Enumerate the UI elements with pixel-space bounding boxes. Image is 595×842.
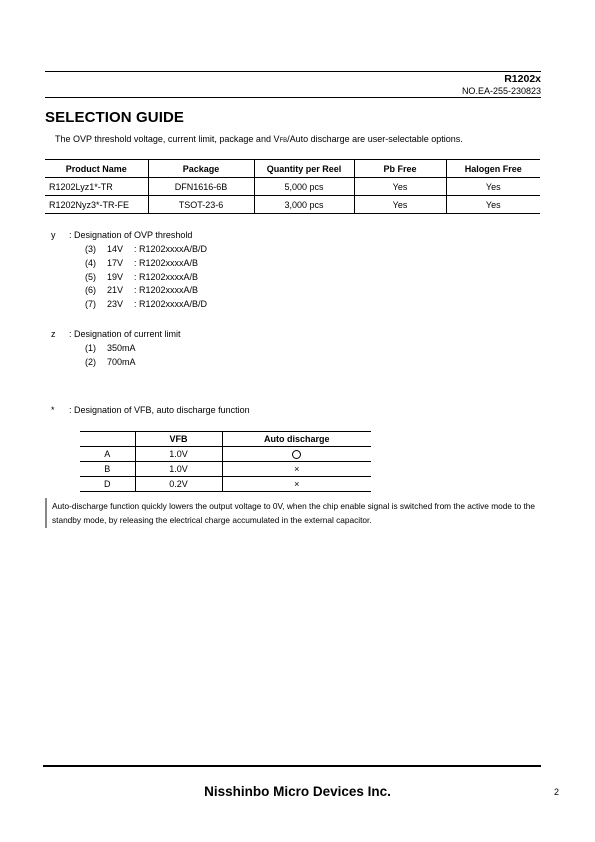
cell-pb-free: Yes [354, 196, 446, 214]
ovp-symbol: y [51, 230, 56, 240]
ovp-item-voltage: 14V [107, 244, 124, 254]
ovp-item-parts: : R1202xxxxA/B [134, 285, 199, 295]
cell-vfb: 1.0V [135, 447, 222, 462]
column-header-product-name: Product Name [65, 163, 127, 174]
cell-code: B [104, 464, 111, 474]
selection-table [45, 159, 540, 214]
intro-text [55, 134, 463, 144]
column-header-package: Package [148, 160, 254, 178]
cell-auto-discharge [222, 447, 371, 462]
note-accent-bar [45, 498, 47, 528]
ovp-item-parts: : R1202xxxxA/B/D [134, 299, 208, 309]
table-header-row [80, 432, 371, 447]
ovp-item-number: (7) [85, 299, 96, 309]
ovp-item-number: (4) [85, 258, 96, 268]
document-number: NO.EA-255-230823 [461, 86, 541, 96]
section-title: SELECTION GUIDE [45, 109, 185, 126]
cell-vfb: 0.2V [135, 477, 222, 492]
ovp-item-parts: : R1202xxxxA/B [134, 272, 199, 282]
auto-discharge-note: Auto-discharge function quickly lowers the output voltage to 0V, when the chip enable signal is switched from the active mode to the standby mode, by releasing the electrical charge accumulated in the external capacitor. [52, 501, 536, 525]
ovp-item-voltage: 23V [107, 299, 124, 309]
table-header-row [45, 160, 540, 178]
cell-quantity: 5,000 pcs [254, 178, 354, 196]
cell-code: D [104, 479, 111, 489]
column-header-vfb: VFB [135, 432, 222, 447]
ovp-item-voltage: 17V [107, 258, 124, 268]
cell-auto-discharge: × [222, 462, 371, 477]
ovp-item-number: (3) [85, 244, 96, 254]
cell-package: TSOT-23-6 [148, 196, 254, 214]
vfb-symbol: * [51, 405, 55, 415]
ovp-item-number: (5) [85, 272, 96, 282]
table-row [45, 178, 540, 196]
footer-company-name: Nisshinbo Micro Devices Inc. [204, 784, 391, 799]
cell-pb-free: Yes [354, 178, 446, 196]
current-limit-item-number: (2) [85, 357, 96, 367]
current-limit-item-value: 350mA [107, 343, 136, 353]
page-number: 2 [554, 787, 560, 797]
table-row [80, 477, 371, 492]
vfb-table [80, 431, 371, 492]
table-row [80, 447, 371, 462]
ovp-item-voltage: 19V [107, 272, 124, 282]
column-header-pb-free: Pb Free [354, 160, 446, 178]
column-header-code [80, 432, 135, 447]
cell-vfb: 1.0V [135, 462, 222, 477]
current-limit-item-value: 700mA [107, 357, 136, 367]
cell-product-name: R1202Lyz1*-TR [49, 181, 113, 192]
intro-text-end: /Auto discharge are user-selectable options. [287, 134, 463, 144]
column-header-halogen-free: Halogen Free [446, 160, 540, 178]
column-header-auto-discharge: Auto discharge [222, 432, 371, 447]
footer-rule [43, 765, 541, 767]
document-title: R1202x [504, 73, 541, 85]
cell-auto-discharge: × [222, 477, 371, 492]
ovp-item-parts: : R1202xxxxA/B/D [134, 244, 208, 254]
current-limit-symbol: z [51, 329, 56, 339]
table-row [45, 196, 540, 214]
header-sub-rule [45, 97, 541, 98]
current-limit-label: : Designation of current limit [69, 329, 181, 339]
cell-package: DFN1616-6B [148, 178, 254, 196]
circle-mark-icon [292, 450, 301, 459]
vfb-label: : Designation of VFB, auto discharge function [69, 405, 250, 415]
cell-quantity: 3,000 pcs [254, 196, 354, 214]
cell-halogen-free: Yes [446, 196, 540, 214]
cell-code: A [104, 449, 111, 459]
table-row [80, 462, 371, 477]
ovp-item-parts: : R1202xxxxA/B [134, 258, 199, 268]
intro-subscript: FB [279, 138, 288, 144]
ovp-item-voltage: 21V [107, 285, 124, 295]
intro-text-start: The OVP threshold voltage, current limit, package and V [55, 134, 280, 144]
ovp-item-number: (6) [85, 285, 96, 295]
cell-halogen-free: Yes [446, 178, 540, 196]
ovp-label: : Designation of OVP threshold [69, 230, 193, 240]
current-limit-item-number: (1) [85, 343, 96, 353]
header-rule [45, 71, 541, 72]
cell-product-name: R1202Nyz3*-TR-FE [49, 199, 130, 210]
column-header-quantity: Quantity per Reel [254, 160, 354, 178]
